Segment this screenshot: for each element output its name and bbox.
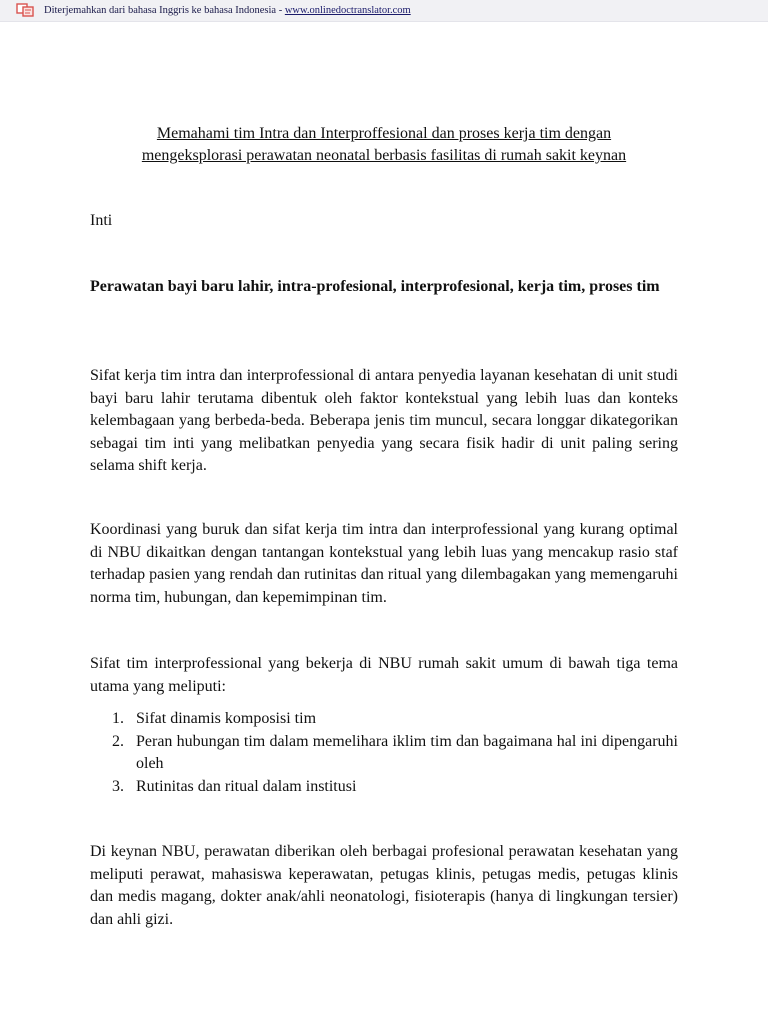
list-item — [90, 776, 678, 799]
translator-bar — [0, 0, 768, 22]
paragraph-4: Di keynan NBU, perawatan diberikan oleh berbagai profesional perawatan kesehatan yang meliputi perawat, mahasiswa keperawatan, petugas klinis, petugas medis, petugas klinis dan medis magang, dokter anak/ahli neonatologi, fisioterapis (hanya di lingkungan tersier) dan ahli gizi. — [90, 843, 678, 928]
list-item-text: Peran hubungan tim dalam memelihara iklim tim dan bagaimana hal ini dipengaruhi oleh — [136, 732, 678, 772]
paragraph-2: Koordinasi yang buruk dan sifat kerja tim intra dan interprofessional yang kurang optimal di NBU dikaitkan dengan tantangan kontekstual yang lebih luas yang mencakup rasio staf terhadap pasien yang rendah dan rutinitas dan ritual yang dilembagakan yang memengaruhi norma tim, hubungan, dan kepemimpinan tim. — [90, 521, 678, 606]
translator-note-text: Diterjemahkan dari bahasa Inggris ke bahasa Indonesia - — [44, 5, 285, 16]
list-item — [90, 708, 678, 731]
translator-logo-icon — [16, 3, 34, 17]
theme-list — [90, 708, 678, 798]
list-item-number: 2. — [112, 732, 124, 750]
keywords: Perawatan bayi baru lahir, intra-profesional, interprofesional, kerja tim, proses tim — [90, 278, 660, 295]
translator-note — [44, 5, 411, 17]
paragraph-1: Sifat kerja tim intra dan interprofessional di antara penyedia layanan kesehatan di unit studi bayi baru lahir terutama dibentuk oleh faktor kontekstual yang lebih luas dan konteks kelembagaan yang berbeda-beda. Beberapa jenis tim muncul, secara longgar dikategorikan sebagai tim inti yang melibatkan penyedia yang secara fisik hadir di unit paling sering selama shift kerja. — [90, 367, 678, 474]
section-label: Inti — [90, 212, 113, 229]
list-item-text: Rutinitas dan ritual dalam institusi — [136, 777, 357, 795]
list-item-number: 3. — [112, 777, 124, 795]
paragraph-3: Sifat tim interprofessional yang bekerja di NBU rumah sakit umum di bawah tiga tema utama yang meliputi: — [90, 655, 678, 695]
document-title-line2: mengeksplorasi perawatan neonatal berbasis fasilitas di rumah sakit keynan — [141, 147, 627, 164]
list-item — [90, 731, 678, 776]
document-title — [90, 123, 678, 167]
document-title-line1: Memahami tim Intra dan Interproffesional dan proses kerja tim dengan — [156, 125, 612, 142]
translator-link[interactable]: www.onlinedoctranslator.com — [284, 5, 411, 16]
list-item-text: Sifat dinamis komposisi tim — [136, 710, 317, 727]
list-item-number: 1. — [112, 710, 124, 727]
